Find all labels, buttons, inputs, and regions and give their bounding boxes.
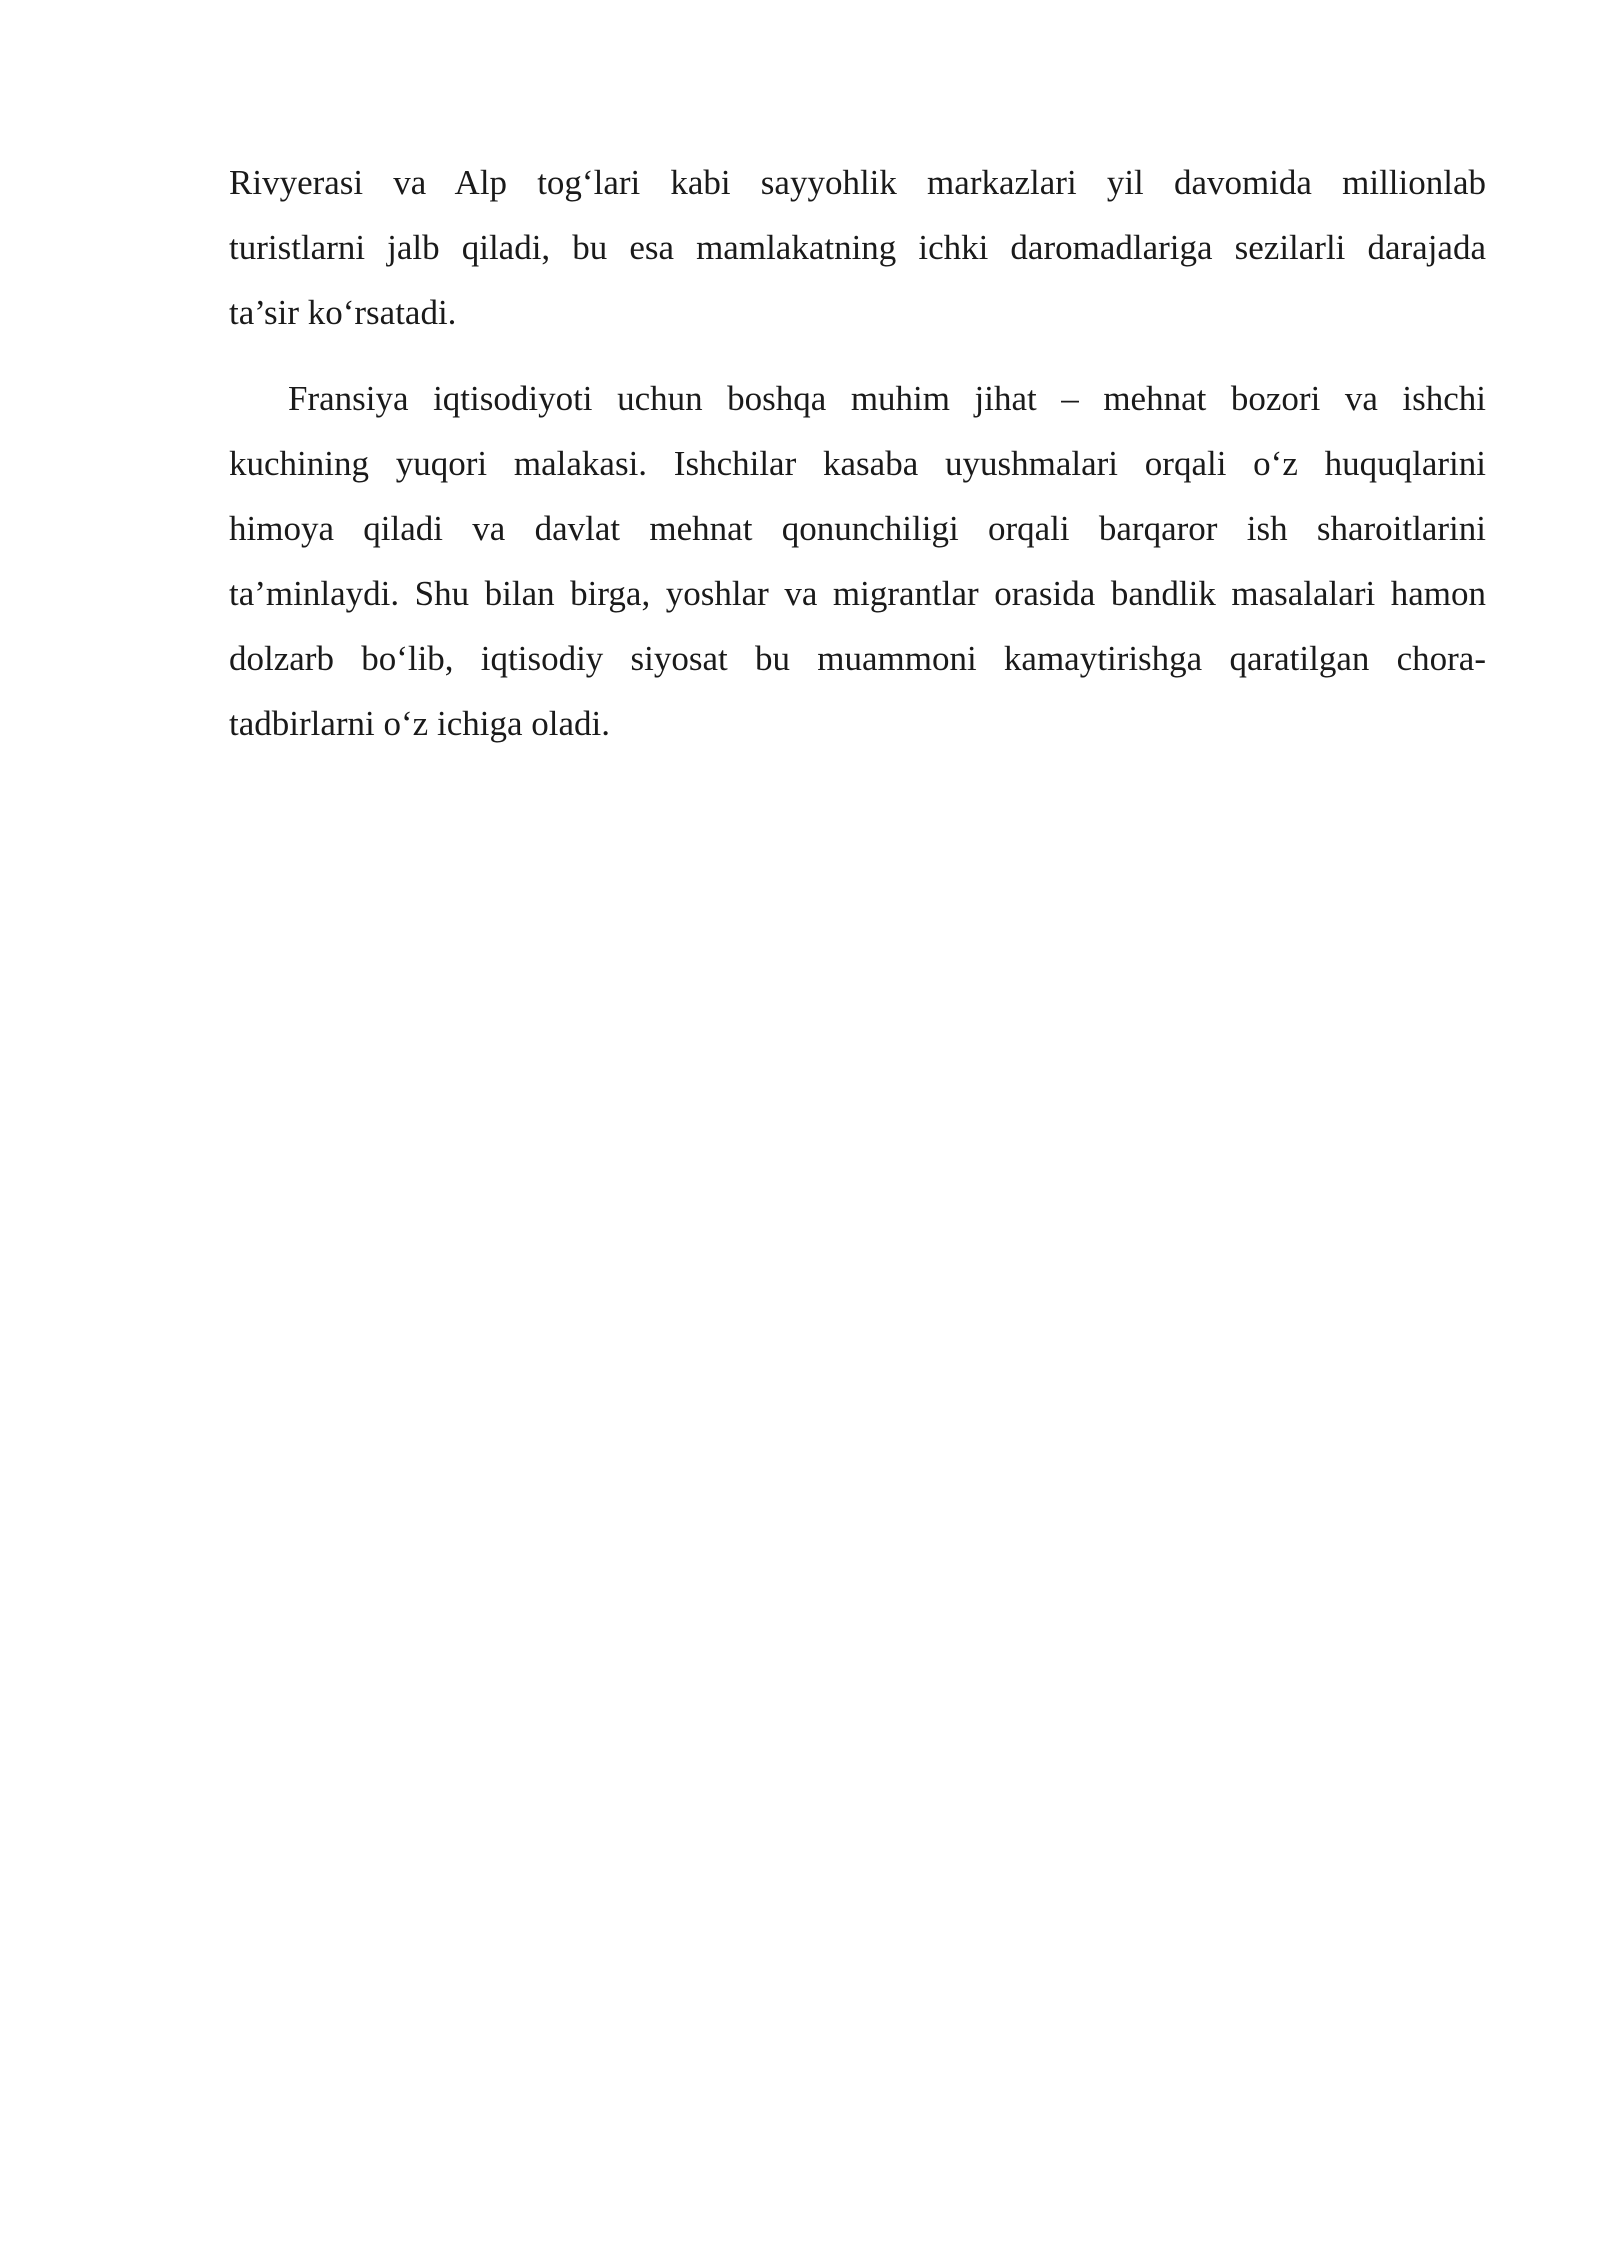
- text-line: dolzarb bo‘lib, iqtisodiy siyosat bu muammoni kamaytirishga qaratilgan chora-: [229, 639, 1486, 678]
- text-line: ta’sir ko‘rsatadi.: [229, 293, 457, 332]
- text-line: himoya qiladi va davlat mehnat qonunchiligi orqali barqaror ish sharoitlarini: [229, 509, 1486, 548]
- text-line: ta’minlaydi. Shu bilan birga, yoshlar va migrantlar orasida bandlik masalalari hamon: [229, 574, 1486, 613]
- text-line: kuchining yuqori malakasi. Ishchilar kasaba uyushmalari orqali o‘z huquqlarini: [229, 444, 1486, 483]
- text-line: Rivyerasi va Alp tog‘lari kabi sayyohlik markazlari yil davomida millionlab: [229, 163, 1486, 202]
- text-line: turistlarni jalb qiladi, bu esa mamlakatning ichki daromadlariga sezilarli darajada: [229, 228, 1486, 267]
- body-text: [229, 150, 1486, 756]
- text-line: Fransiya iqtisodiyoti uchun boshqa muhim jihat – mehnat bozori va ishchi: [288, 379, 1486, 418]
- paragraph-1: [229, 150, 1486, 345]
- text-line: tadbirlarni o‘z ichiga oladi.: [229, 704, 610, 743]
- paragraph-2: [229, 366, 1486, 756]
